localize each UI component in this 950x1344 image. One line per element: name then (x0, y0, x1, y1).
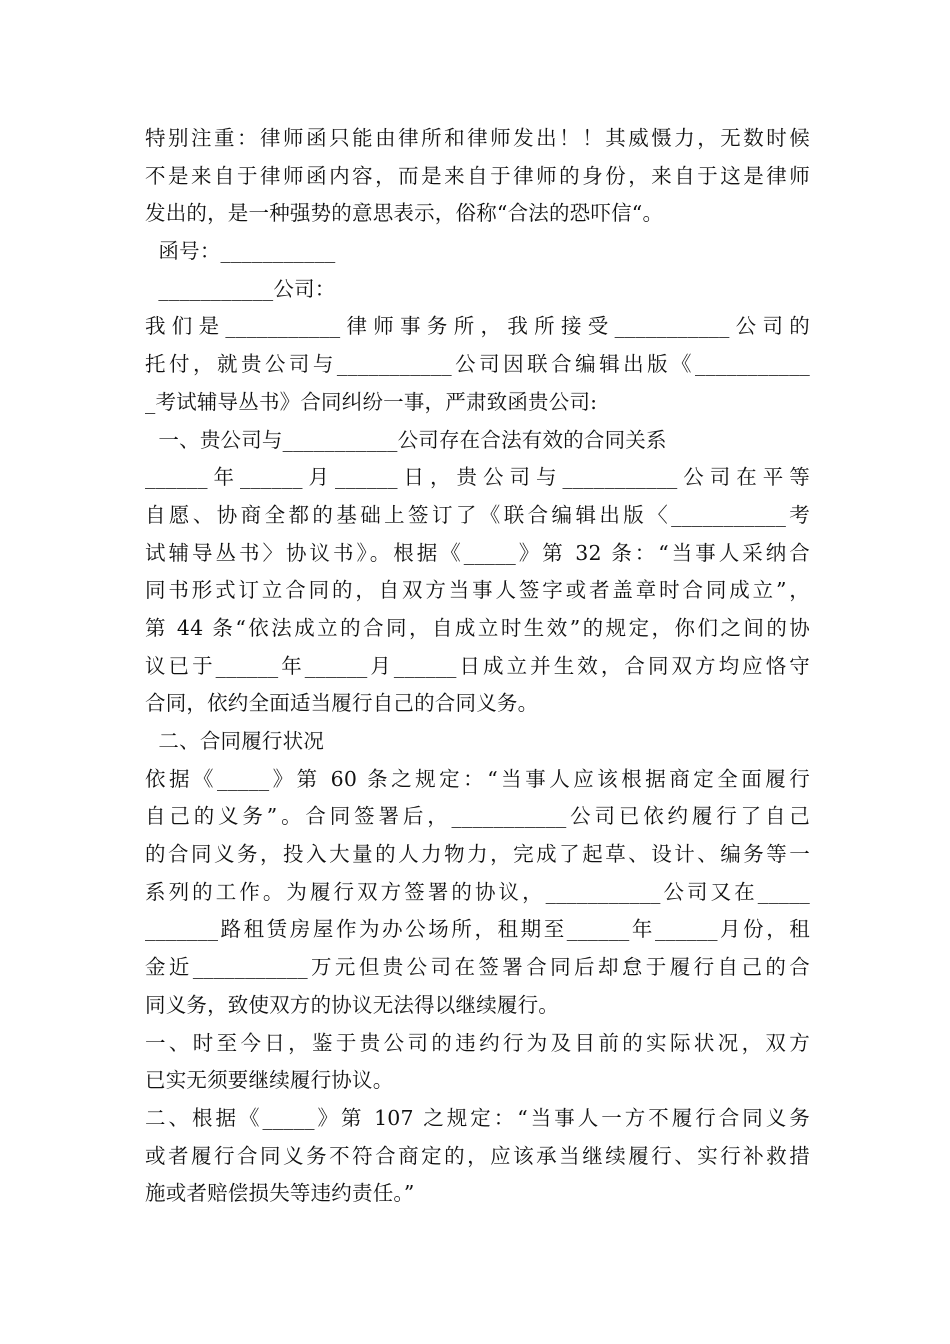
text-line: 自愿、协商全都的基础上签订了《联合编辑出版〈___________考 (145, 502, 810, 527)
text-line: 系列的工作。为履行双方签署的协议，___________公司又在_____ (145, 879, 810, 904)
text-line: 一、时至今日，鉴于贵公司的违约行为及目前的实际状况，双方 (145, 1030, 810, 1055)
text-line: ______年______月______日，贵公司与___________公司在平等 (145, 465, 810, 490)
text-line: 我们是___________律师事务所，我所接受___________公司的 (145, 314, 810, 339)
text-line: 的合同义务，投入大量的人力物力，完成了起草、设计、编务等一 (145, 842, 810, 867)
text-line: 第 44 条“依法成立的合同，自成立时生效”的规定，你们之间的协 (145, 615, 810, 640)
text-line: 同书形式订立合同的，自双方当事人签字或者盖章时合同成立”， (145, 578, 810, 603)
text-line: 或者履行合同义务不符合商定的，应该承当继续履行、实行补救措 (145, 1143, 810, 1168)
text-line: 施或者赔偿损失等违约责任。” (145, 1181, 415, 1206)
text-line: 金近___________万元但贵公司在签署合同后却怠于履行自己的合 (145, 955, 810, 980)
text-line: 二、合同履行状况 (145, 729, 325, 753)
text-line: 自己的义务”。合同签署后，___________公司已依约履行了自己 (145, 804, 810, 829)
text-line: 依据《_____》第 60 条之规定：“当事人应该根据商定全面履行 (145, 766, 810, 791)
text-line: 同义务，致使双方的协议无法得以继续履行。 (145, 992, 559, 1017)
letter-body (145, 120, 810, 1213)
text-line: 已实无须要继续履行协议。 (145, 1068, 394, 1093)
text-line: 函号：___________ (145, 239, 336, 264)
text-line: _______路租赁房屋作为办公场所，租期至______年______月份，租 (145, 917, 810, 942)
text-line: 试辅导丛书〉协议书》。根据《_____》第 32 条：“当事人采纳合 (145, 540, 810, 565)
text-line: 特别注重：律师函只能由律所和律师发出！！其威慑力，无数时候 (145, 126, 810, 150)
text-line: 合同，依约全面适当履行自己的合同义务。 (145, 691, 539, 716)
text-line: 一、贵公司与___________公司存在合法有效的合同关系 (145, 427, 667, 452)
text-line: 发出的，是一种强势的意思表示，俗称“合法的恐吓信“。 (145, 201, 664, 226)
text-line: ___________公司： (145, 276, 336, 301)
text-line: _考试辅导丛书》合同纠纷一事，严肃致函贵公司: (145, 389, 598, 414)
text-line: 托付，就贵公司与___________公司因联合编辑出版《___________ (145, 352, 810, 377)
text-line: 不是来自于律师函内容，而是来自于律师的身份，来自于这是律师 (145, 163, 810, 188)
text-line: 议已于______年______月______日成立并生效，合同双方均应恪守 (145, 653, 810, 678)
text-line: 二、根据《_____》第 107 之规定：“当事人一方不履行合同义务 (145, 1105, 810, 1130)
